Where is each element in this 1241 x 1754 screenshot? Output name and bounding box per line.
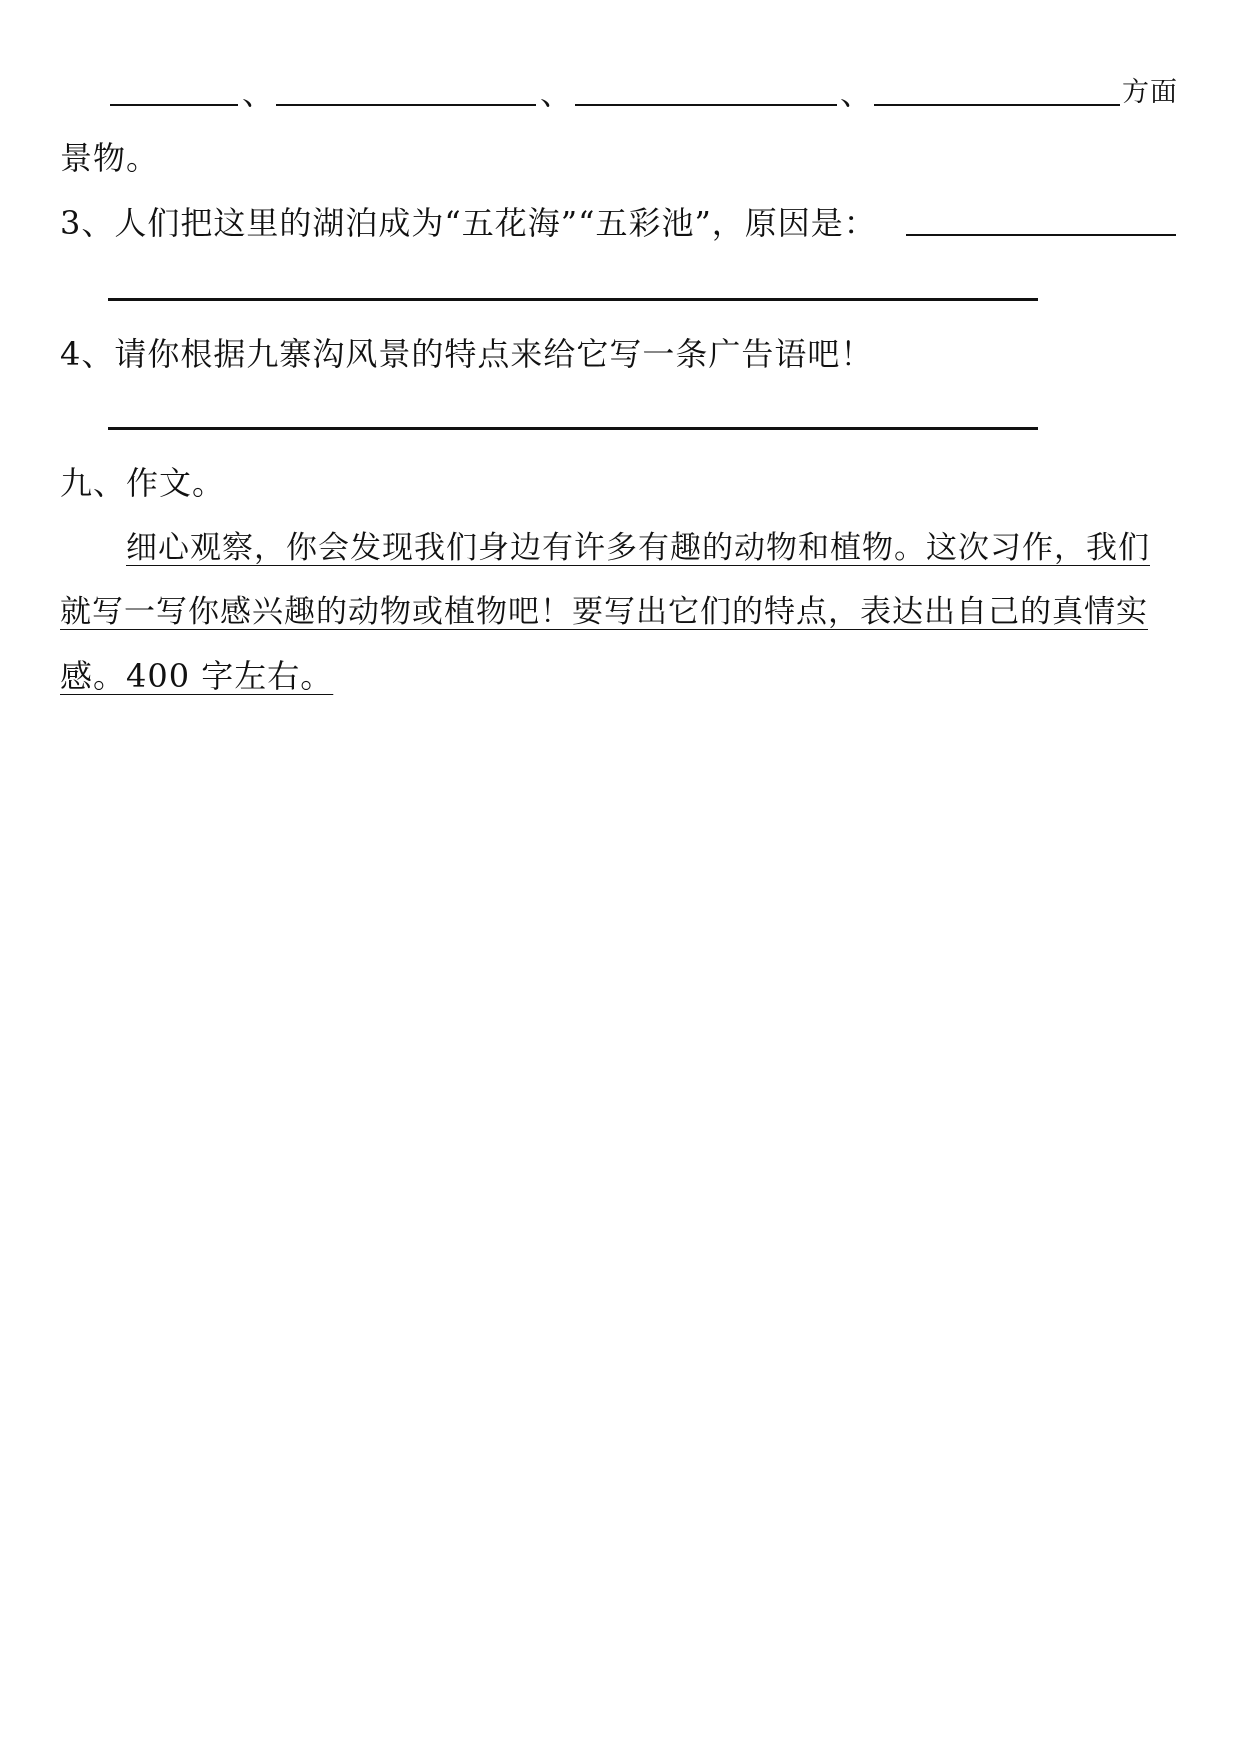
q4-prompt: 4、请你根据九寨沟风景的特点来给它写一条广告语吧！ [60,335,874,373]
q2-separator-3: 、 [840,74,874,112]
q2-suffix: 方面 [1122,77,1178,108]
q3-prompt: 3、人们把这里的湖泊成为“五花海”“五彩池”，原因是： [60,204,877,242]
q2-blank-3[interactable] [575,104,837,106]
q2-blank-1[interactable] [110,104,238,106]
section9-heading: 九、作文。 [60,464,226,502]
q3-answer-blank-1[interactable] [906,234,1176,236]
section9-paragraph-line-2: 就写一写你感兴趣的动物或植物吧！要写出它们的特点，表达出自己的真情实 [60,594,1148,630]
q2-separator-1: 、 [242,74,276,112]
q4-answer-blank[interactable] [108,427,1038,430]
q2-continuation: 景物。 [60,139,160,177]
q3-answer-blank-2[interactable] [108,298,1038,301]
q2-blank-2[interactable] [276,104,536,106]
section9-paragraph-line-3: 感。400 字左右。 [60,657,334,695]
q2-blank-4[interactable] [874,104,1120,106]
q2-separator-2: 、 [540,74,574,112]
section9-paragraph-line-1: 细心观察，你会发现我们身边有许多有趣的动物和植物。这次习作，我们 [126,530,1150,566]
